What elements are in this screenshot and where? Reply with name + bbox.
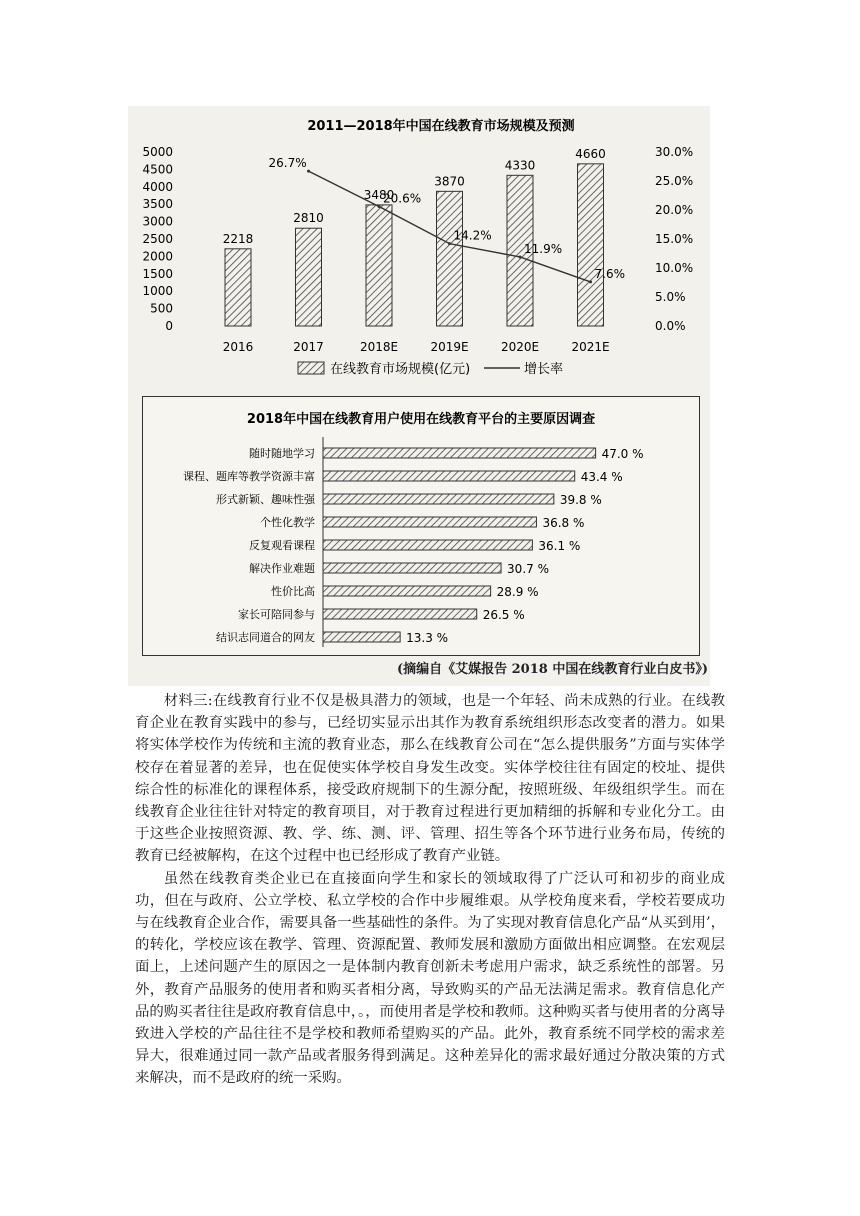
y-right-tick: 20.0%: [655, 203, 694, 217]
y-right-tick: 10.0%: [655, 261, 694, 275]
bar-value-label: 4330: [504, 158, 536, 173]
reason-bar: [323, 494, 554, 504]
market-size-chart: [128, 106, 710, 386]
growth-rate-label: 20.6%: [383, 191, 422, 206]
y-left-tick: 1500: [142, 266, 173, 281]
x-tick-label: 2020E: [500, 340, 540, 354]
y-left-tick: 2000: [142, 249, 173, 264]
y-left-tick: 4000: [142, 179, 173, 194]
growth-rate-point: [589, 280, 592, 283]
y-left-tick: 5000: [142, 145, 173, 159]
paragraph: 虽然在线教育类企业已在直接面向学生和家长的领域取得了广泛认可和初步的商业成功，但在与政府、公立学校、私立学校的合作中步履维艰。从学校角度来看，学校若要成功与在线教育企业合作，需要具备一些基础性的条件。为了实现对教育信息化产品“从买到用’，的转化，学校应该在教学、管理、资源配置、教师发展和激励方面做出相应调整。在宏观层面上，上述问题产生的原因之一是体制内教育创新未考虑用户需求，缺乏系统性的部署。另外，教育产品服务的使用者和购买者相分离，导致购买的产品无法满足需求。教育信息化产品的购买者往往是政府教育信息中，。，而使用者是学校和教师。这种购买者与使用者的分离导致进入学校的产品往往不是学校和教师希望购买的产品。此外，教育系统不同学校的需求差异大，很难通过同一款产品或者服务得到满足。这种差异化的需求最好通过分散决策的方式来解决，而不是政府的统一采购。: [135, 870, 726, 1087]
x-tick-label: 2019E: [430, 340, 469, 354]
growth-rate-label: 7.6%: [594, 266, 625, 281]
growth-rate-point: [307, 170, 310, 173]
y-right-tick: 25.0%: [655, 174, 694, 188]
y-right-tick: 5.0%: [655, 290, 686, 304]
market-size-bar: [437, 191, 463, 326]
legend-bar-swatch: [298, 362, 324, 374]
bar-value-label: 2218: [222, 231, 254, 246]
market-size-bar: [366, 205, 392, 326]
growth-rate-point: [448, 242, 451, 245]
reason-label: 随时随地学习: [249, 447, 315, 460]
x-tick-label: 2017: [293, 340, 324, 354]
reason-label: 课程、题库等教学资源丰富: [183, 470, 315, 483]
growth-rate-label: 11.9%: [524, 241, 563, 256]
reason-bar: [323, 448, 596, 458]
reason-label: 形式新颖、趣味性强: [216, 493, 315, 506]
reason-label: 反复观看课程: [249, 539, 315, 552]
x-tick-label: 2016: [222, 340, 254, 354]
market-size-bar: [225, 249, 251, 326]
legend-line-label: 增长率: [524, 362, 564, 377]
growth-rate-point: [519, 255, 522, 258]
y-left-tick: 2500: [142, 232, 173, 246]
reason-bar: [323, 471, 575, 481]
reason-value-label: 39.8 %: [559, 493, 602, 507]
reasons-chart-frame: [142, 396, 700, 656]
reason-value-label: 30.7 %: [507, 562, 549, 576]
x-tick-label: 2018E: [359, 340, 399, 354]
reason-bar: [323, 540, 532, 550]
bar-value-label: 2810: [293, 211, 324, 226]
reason-bar: [323, 517, 536, 527]
chart2-title: 2018年中国在线教育用户使用在线教育平台的主要原因调查: [246, 412, 596, 427]
reason-value-label: 36.1 %: [538, 539, 581, 553]
bar-value-label: 3480: [363, 187, 395, 202]
chart1-title: 2011—2018年中国在线教育市场规模及预测: [307, 119, 575, 134]
bar-value-label: 3870: [434, 174, 465, 189]
reason-label: 解决作业难题: [249, 562, 315, 575]
reason-label: 性价比高: [271, 585, 315, 598]
reason-bar: [323, 563, 501, 573]
growth-rate-point: [378, 205, 381, 208]
bar-value-label: 4660: [575, 146, 606, 161]
scanned-figure: [128, 106, 710, 686]
reason-label: 结识志同道合的网友: [216, 631, 315, 644]
reason-bar: [323, 632, 400, 642]
x-tick-label: 2021E: [571, 340, 610, 354]
paragraph: 材料三:在线教育行业不仅是极具潜力的领域，也是一个年轻、尚未成熟的行业。在线教育企业在教育实践中的参与，已经切实显示出其作为教育系统组织形态改变者的潜力。如果将实体学校作为传统和主流的教育业态，那么在线教育公司在“怎么提供服务”方面与实体学校存在着显著的差异，也在促使实体学校自身发生改变。实体学校往往有固定的校址、提供综合性的标准化的课程体系，接受政府规制下的生源分配，按照班级、年级组织学生。而在线教育企业往往针对特定的教育项目，对于教育过程进行更加精细的拆解和专业化分工。由于这些企业按照资源、教、学、练、测、评、管理、招生等各个环节进行业务布局，传统的教育已经被解构，在这个过程中也已经形成了教育产业链。: [135, 693, 725, 865]
market-size-bar: [296, 228, 322, 326]
y-right-tick: 0.0%: [655, 319, 686, 333]
reason-value-label: 47.0 %: [601, 447, 644, 461]
reason-bar: [323, 586, 491, 596]
reasons-chart: [143, 397, 699, 655]
reason-value-label: 36.8 %: [542, 516, 585, 530]
reason-value-label: 26.5 %: [482, 608, 525, 622]
material-three-text: [135, 690, 725, 1090]
reason-value-label: 43.4 %: [580, 470, 623, 484]
reason-value-label: 13.3 %: [406, 631, 449, 645]
source-citation: (摘编自《艾媒报告 2018 中国在线教育行业白皮书》): [396, 662, 708, 677]
market-size-bar: [578, 164, 604, 326]
y-left-tick: 4500: [142, 162, 173, 177]
y-left-tick: 1000: [142, 284, 173, 299]
legend-bar-label: 在线教育市场规模(亿元): [330, 362, 471, 377]
y-right-tick: 15.0%: [655, 232, 694, 246]
y-left-tick: 500: [150, 301, 173, 316]
reason-label: 个性化教学: [260, 516, 315, 529]
growth-rate-label: 26.7%: [268, 156, 307, 171]
reason-bar: [323, 609, 477, 619]
reason-value-label: 28.9 %: [496, 585, 539, 599]
y-right-tick: 30.0%: [655, 145, 694, 159]
chart1-legend: [298, 361, 563, 377]
reason-label: 家长可陪同参与: [238, 608, 315, 621]
growth-rate-label: 14.2%: [453, 228, 492, 243]
y-left-tick: 3000: [142, 214, 173, 229]
y-left-tick: 3500: [142, 197, 173, 212]
y-left-tick: 0: [165, 319, 173, 333]
